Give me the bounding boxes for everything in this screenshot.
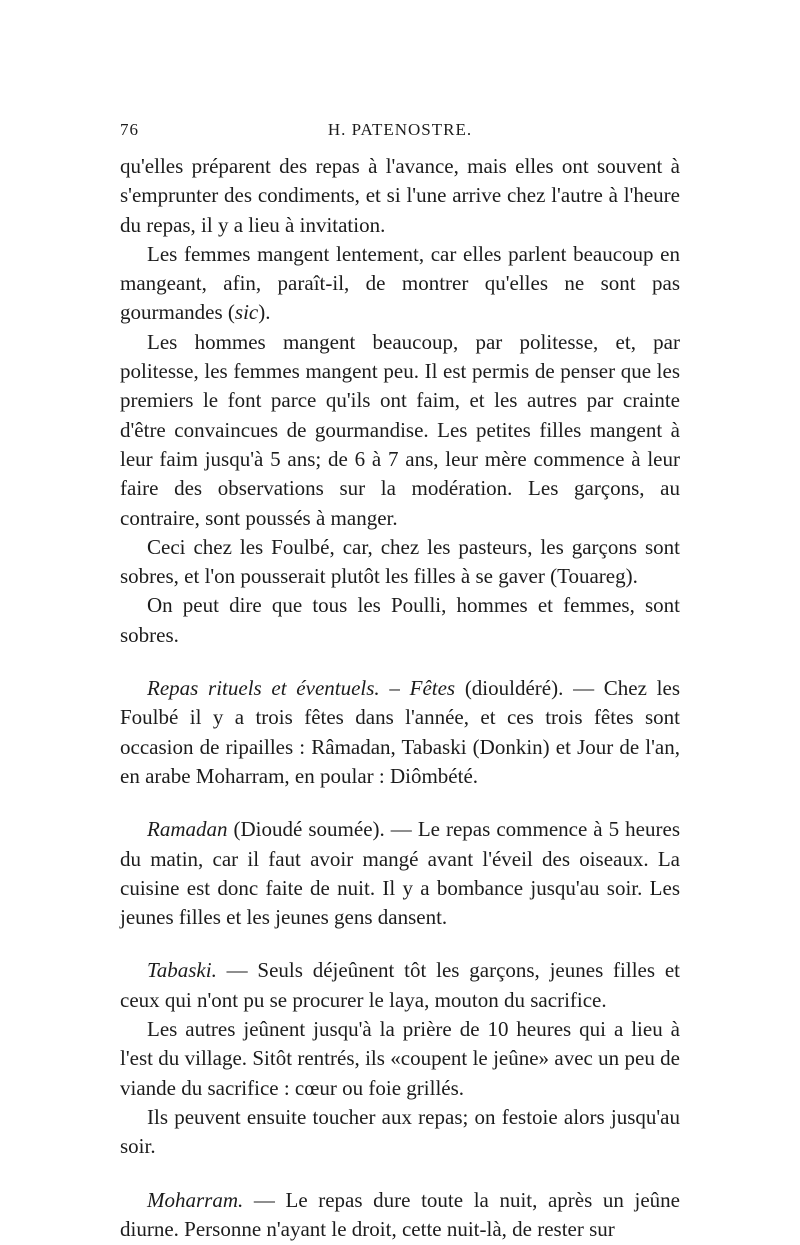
section-heading-ritual-meals: Repas rituels et éventuels. – Fêtes — [147, 676, 456, 701]
body-text — [120, 152, 680, 1244]
italic-sic: sic — [234, 300, 259, 325]
page-header — [120, 116, 680, 146]
paragraph-foulbe-pastors: Ceci chez les Foulbé, car, chez les pasteurs, les garçons sont sobres, et l'on pousserait plutôt les filles à se gaver (Touareg). — [120, 534, 680, 589]
section-heading-ramadan: Ramadan — [147, 817, 228, 842]
paragraph-poulli-sober: On peut dire que tous les Poulli, hommes et femmes, sont sobres. — [120, 593, 680, 647]
section-heading-moharram: Moharram. — [147, 1187, 244, 1212]
paragraph-men-eating: Les hommes mangent beaucoup, par politesse, et, par politesse, les femmes mangent peu. Il est permis de penser que les premiers le font parce qu'ils ont faim, et les autres par crainte d'être convaincues de gourmandise. Les petites filles mangent à leur faim jusqu'à 5 ans; de 6 à 7 ans, leur mère commence à leur faire des observations sur la modération. Les garçons, au contraire, sont poussés à manger. — [120, 329, 680, 530]
paragraph-tabaski: Tabaski. — Seuls déjeûnent tôt les garçons, jeunes filles et ceux qui n'ont pu se procurer le laya, mouton du sacrifice. — [120, 958, 680, 1012]
paragraph-moharram: Moharram. — Le repas dure toute la nuit, après un jeûne diurne. Personne n'ayant le droit, cette nuit-là, de rester sur — [120, 1187, 680, 1241]
section-heading-tabaski: Tabaski. — [147, 958, 217, 983]
running-title: H. PATENOSTRE. — [327, 120, 473, 139]
paragraph-fasting-prayer: Les autres jeûnent jusqu'à la prière de 10 heures qui a lieu à l'est du village. Sitôt rentrés, ils «coupent le jeûne» avec un peu de viande du sacrifice : cœur ou foie grillés. — [120, 1017, 680, 1100]
paragraph-continuation: qu'elles préparent des repas à l'avance, mais elles ont souvent à s'emprunter des condiments, et si l'une arrive chez l'autre à l'heure du repas, il y a lieu à invitation. — [120, 154, 680, 237]
book-page — [120, 116, 680, 1244]
paragraph-ritual-meals: Repas rituels et éventuels. – Fêtes (diouldéré). — Chez les Foulbé il y a trois fêtes dans l'année, et ces trois fêtes sont occasion de ripailles : Râmadan, Tabaski (Donkin) et Jour de l'an, en arabe Moharram, en poular : Diômbété. — [120, 676, 680, 788]
page-number: 76 — [120, 120, 139, 139]
paragraph-feasting: Ils peuvent ensuite toucher aux repas; on festoie alors jusqu'au soir. — [120, 1104, 680, 1159]
paragraph-ramadan: Ramadan (Dioudé soumée). — Le repas commence à 5 heures du matin, car il faut avoir mangé avant l'éveil des oiseaux. La cuisine est donc faite de nuit. Il y a bombance jusqu'au soir. Les jeunes filles et les jeunes gens dansent. — [120, 817, 680, 930]
paragraph-women-eating: Les femmes mangent lentement, car elles parlent beaucoup en mangeant, afin, paraît-il, de montrer qu'elles ne sont pas gourmandes (sic). — [120, 241, 680, 325]
